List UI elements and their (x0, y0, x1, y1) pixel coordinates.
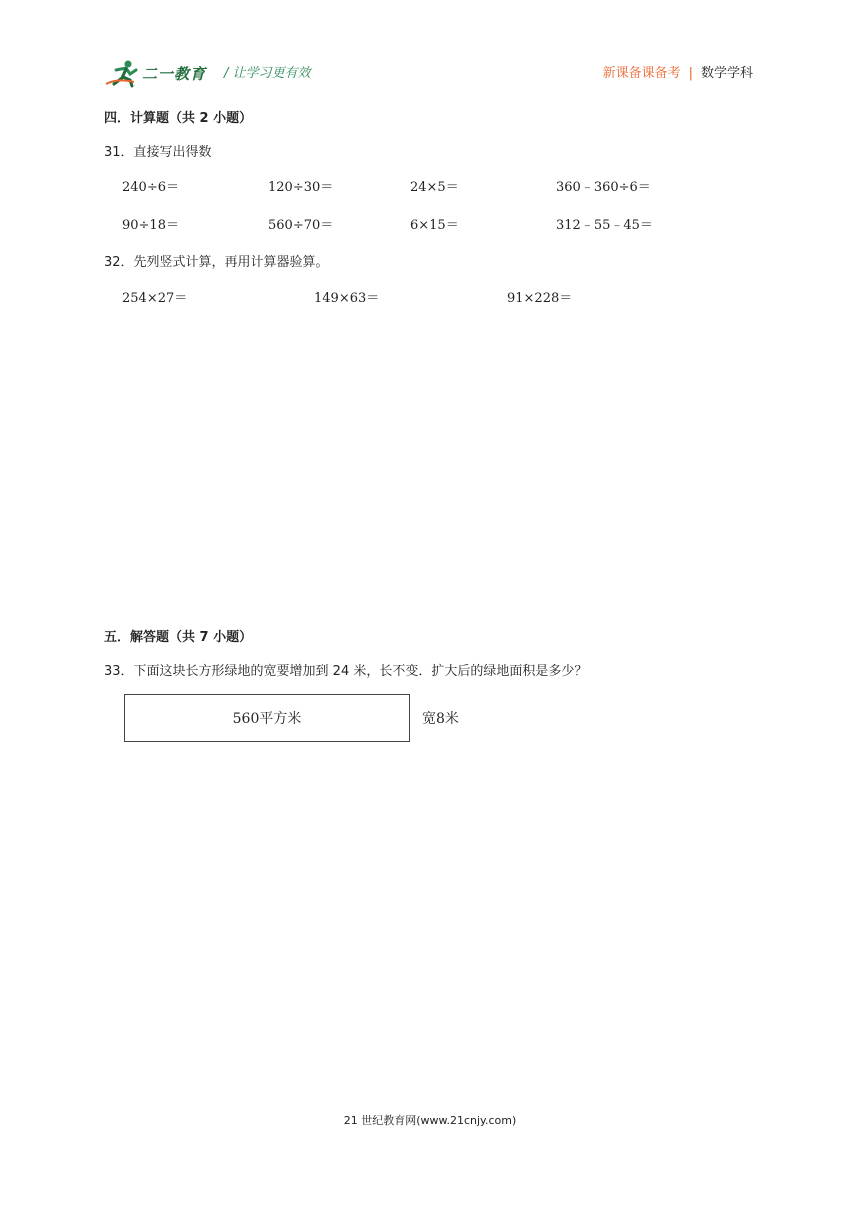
q31-expr: 120÷30＝ (268, 180, 334, 195)
question-31-stem: 31．直接写出得数 (104, 145, 212, 160)
q31-expr: 240÷6＝ (122, 180, 179, 195)
header-subject-label: 数学学科 (700, 66, 753, 81)
area-label: 560平方米 (232, 711, 302, 727)
width-label: 宽8米 (422, 711, 459, 727)
header-course-label: 新课备课备考 (602, 66, 681, 81)
question-33-stem: 33．下面这块长方形绿地的宽要增加到 24 米，长不变．扩大后的绿地面积是多少？ (104, 664, 588, 679)
q31-expr: 312﹣55﹣45＝ (556, 218, 653, 233)
q31-expr: 560÷70＝ (268, 218, 334, 233)
q31-expr: 360﹣360÷6＝ (556, 180, 651, 195)
q32-expr: 149×63＝ (314, 291, 380, 306)
green-field-rectangle (124, 694, 410, 742)
page-footer: 21 世纪教育网(www.21cnjy.com) (343, 1114, 517, 1127)
q32-expr: 91×228＝ (507, 291, 573, 306)
q32-expr: 254×27＝ (122, 291, 188, 306)
question-32-stem: 32．先列竖式计算，再用计算器验算。 (104, 255, 329, 270)
slogan: / 让学习更有效 (224, 66, 311, 81)
section-4-title: 四．计算题（共 2 小题） (104, 111, 253, 126)
q31-expr: 24×5＝ (410, 180, 459, 195)
runner-logo-icon (104, 58, 144, 88)
q31-expr: 90÷18＝ (122, 218, 179, 233)
section-5-title: 五．解答题（共 7 小题） (104, 630, 253, 645)
q31-expr: 6×15＝ (410, 218, 459, 233)
header-right (603, 62, 753, 81)
header-separator: | (688, 66, 693, 81)
logo-text: 二一教育 (142, 65, 207, 83)
